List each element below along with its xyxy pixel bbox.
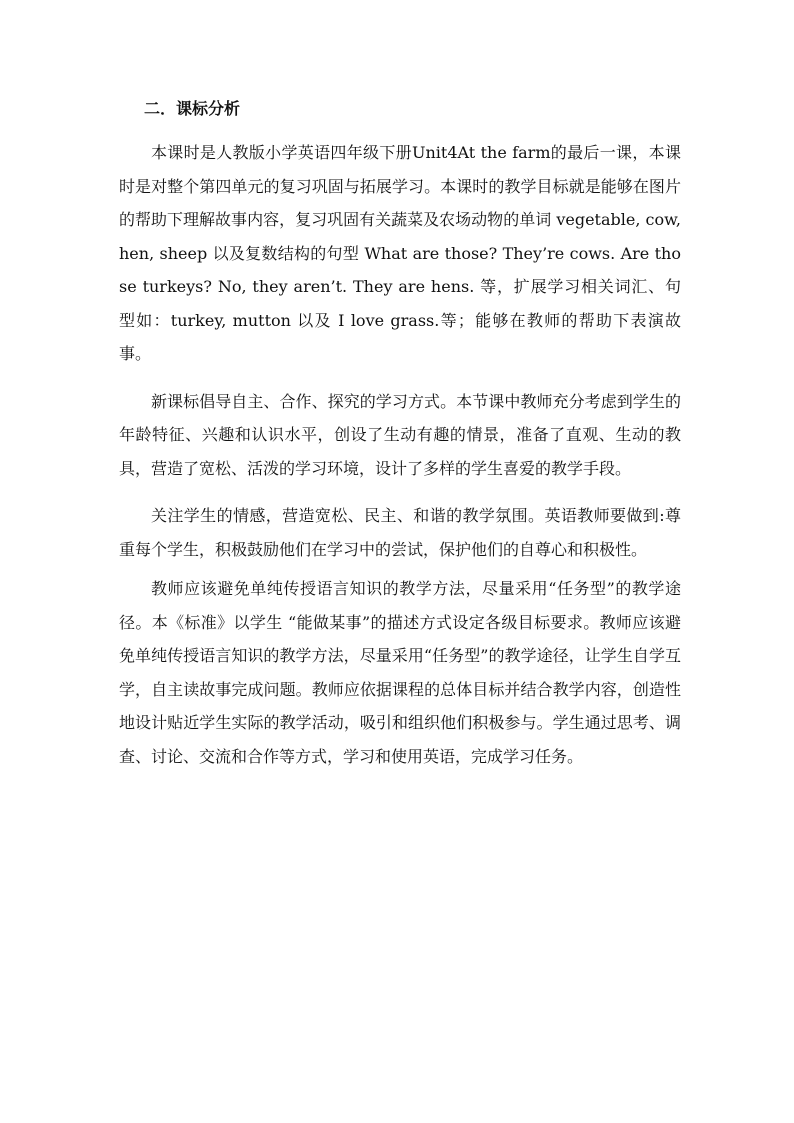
document-body [119, 92, 681, 773]
section-heading: 二．课标分析 [144, 99, 241, 118]
paragraph-lesson-overview: 本课时是人教版小学英语四年级下册Unit4At the farm的最后一课，本课时是对整个第四单元的复习巩固与拓展学习。本课时的教学目标就是能够在图片的帮助下理解故事内容，复习巩固有关蔬菜及农场动物的单词 vegetable, cow, hen, sheep 以及复数结构的句型 What are those? They’re cows. Are those turkeys? No, they aren’t. They are hens. 等，扩展学习相关词汇、句型如：turkey, mutton 以及 I love grass.等；能够在教师的帮助下表演故事。 [119, 143, 681, 363]
paragraph-task-based-teaching: 教师应该避免单纯传授语言知识的教学方法，尽量采用“任务型”的教学途径。本《标准》以学生 “能做某事”的描述方式设定各级目标要求。教师应该避免单纯传授语言知识的教学方法，尽量采用“任务型”的教学途径，让学生自学互学，自主读故事完成问题。教师应依据课程的总体目标并结合教学内容，创造性地设计贴近学生实际的教学活动，吸引和组织他们积极参与。学生通过思考、调查、讨论、交流和合作等方式，学习和使用英语，完成学习任务。 [119, 579, 681, 766]
paragraph-student-emotion: 关注学生的情感，营造宽松、民主、和谐的教学氛围。英语教师要做到:尊重每个学生，积极鼓励他们在学习中的尝试，保护他们的自尊心和积极性。 [119, 506, 681, 559]
paragraph-learning-approach: 新课标倡导自主、合作、探究的学习方式。本节课中教师充分考虑到学生的年龄特征、兴趣和认识水平，创设了生动有趣的情景，准备了直观、生动的教具，营造了宽松、活泼的学习环境，设计了多样的学生喜爱的教学手段。 [119, 391, 681, 478]
